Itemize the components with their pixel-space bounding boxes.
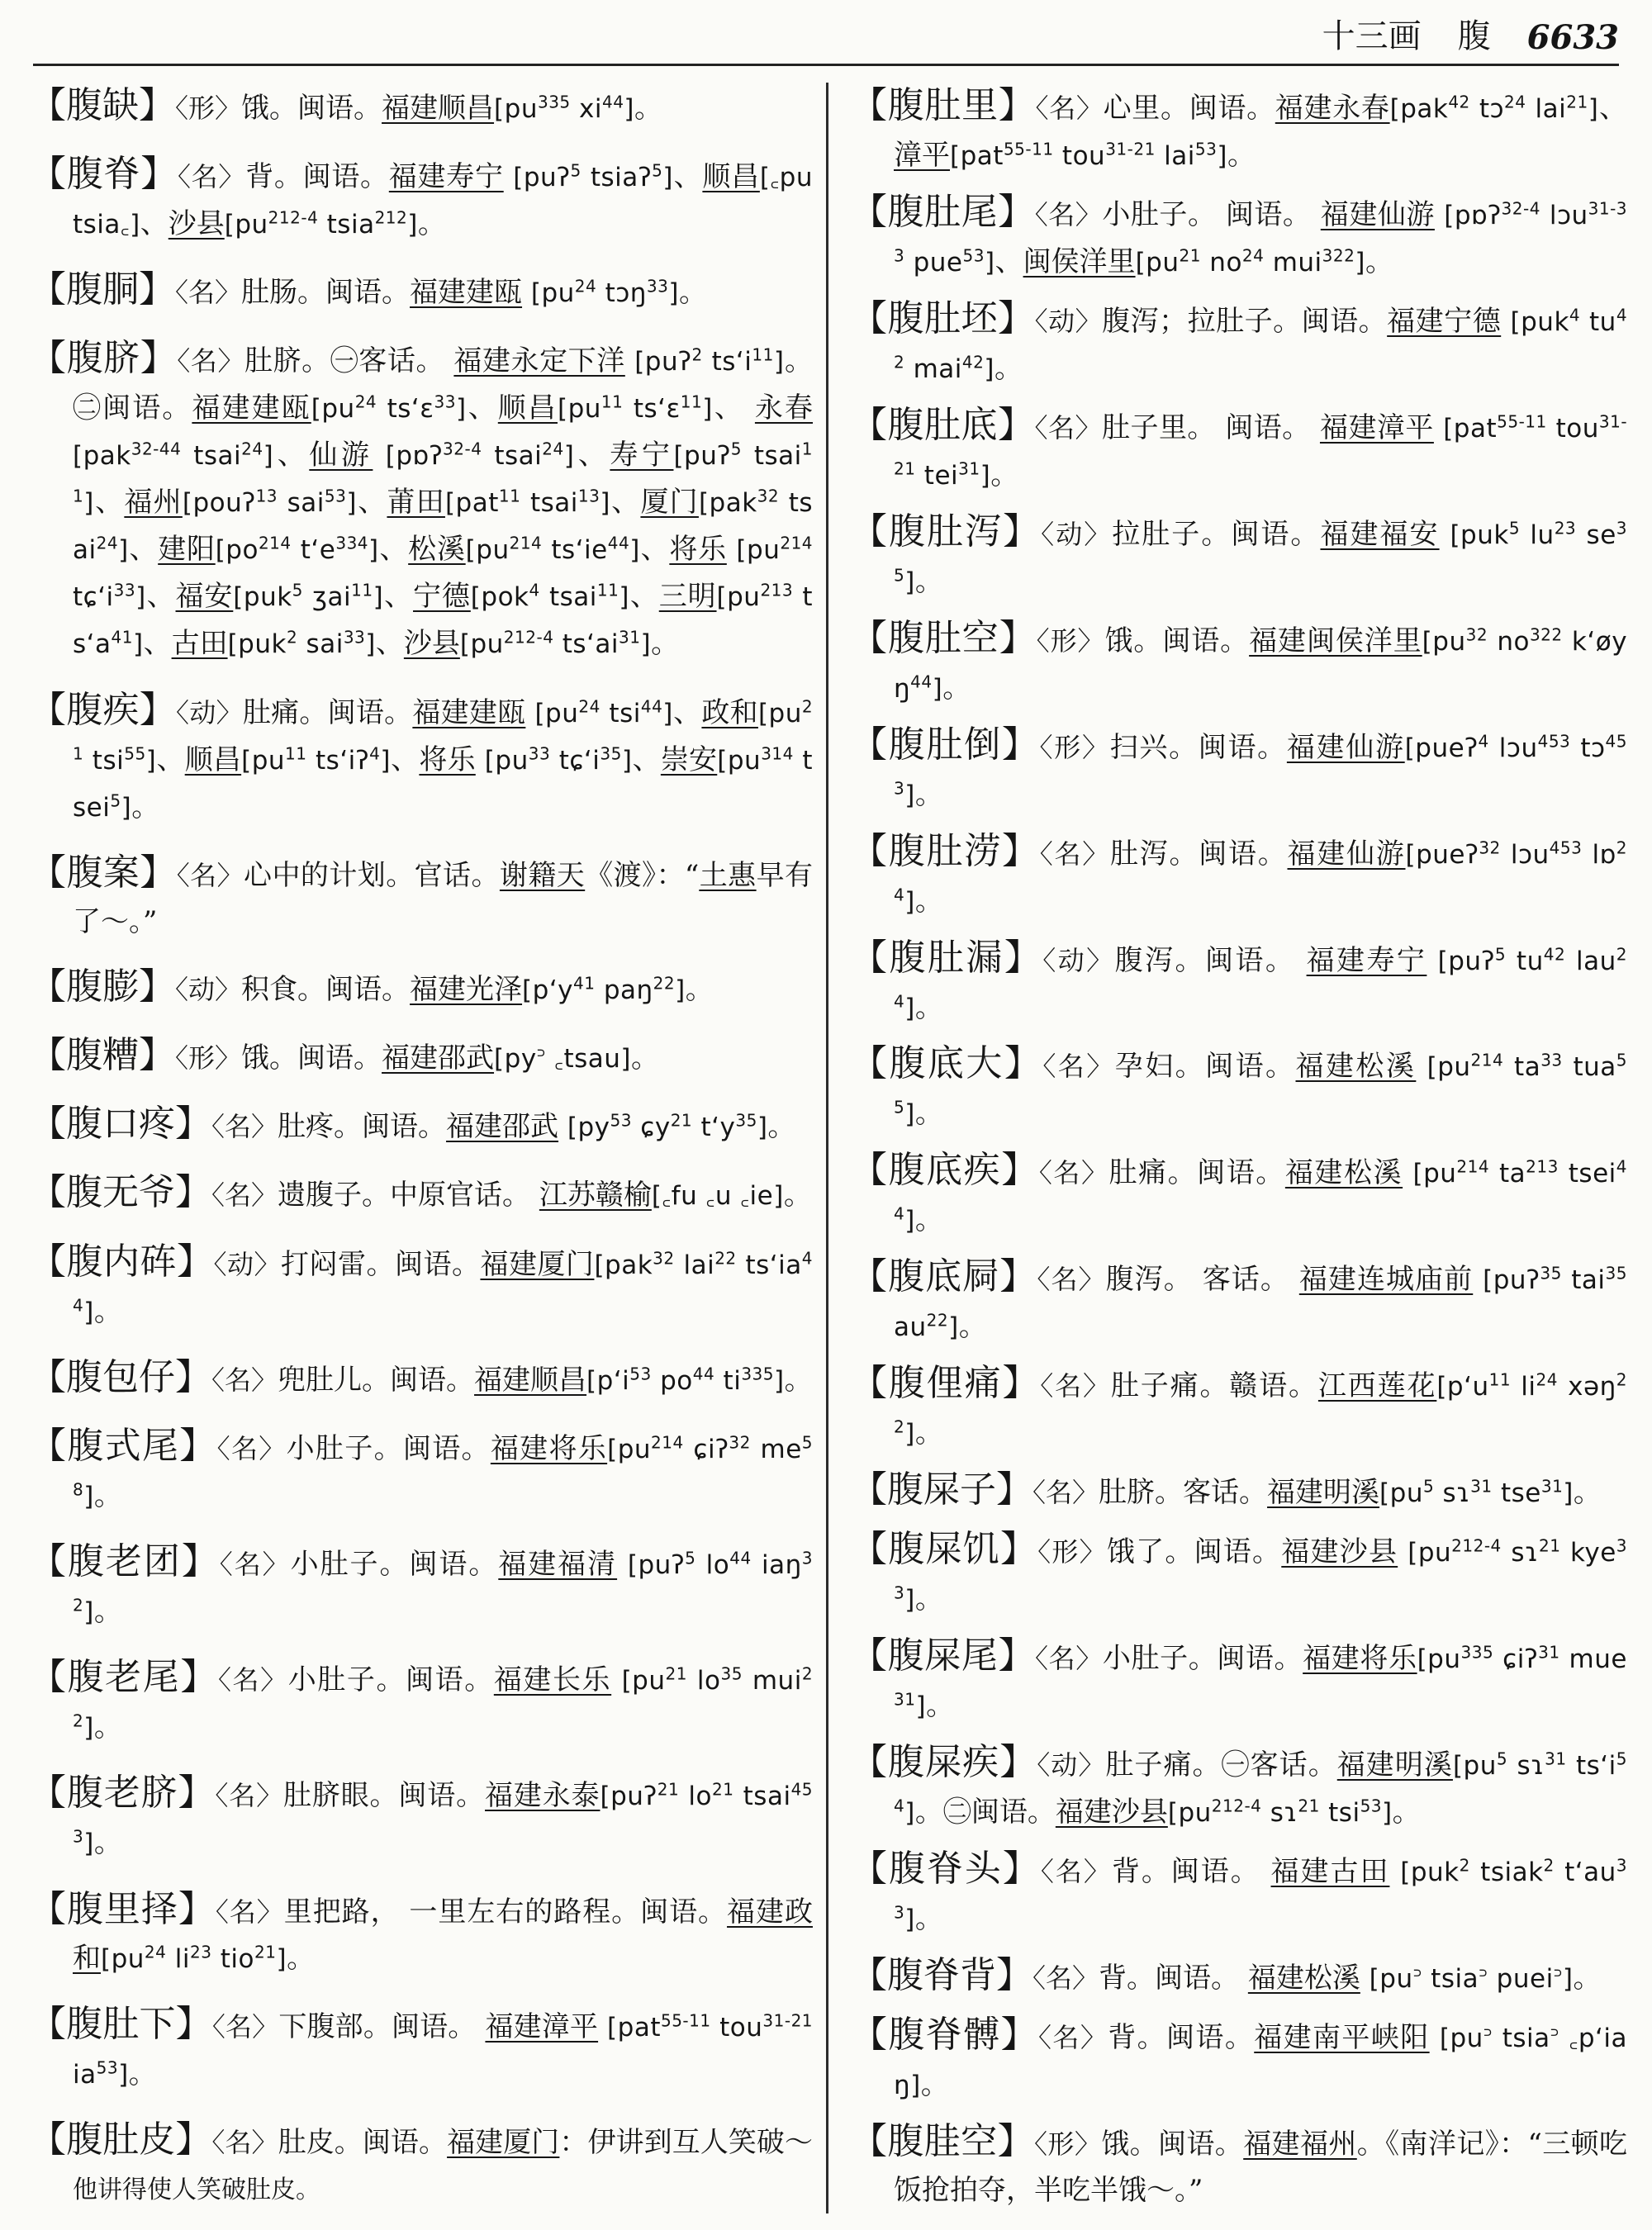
entry-definition: 〈 动 〉 腹泻。闽语。 福建寿宁 [puʔ$^5$ $tu^{42}$ lau$^{24}$]。 xyxy=(894,944,1627,1024)
entry-headword: 【 腹肚皮 】 xyxy=(30,2118,211,2161)
entry-headword: 【 腹缺 】 xyxy=(30,84,175,126)
entry-definition: 〈 名 〉 肚泻。闽语。福建仙游[pueʔ$^{32}$ lɔu$^{453}$ lɒ$^{24}$]。 xyxy=(894,837,1627,918)
entry-definition: 〈 名 〉 肚脐眼。闽语。福建永泰[puʔ$^{21}$ $lo^{21}$ tsai$^{453}$]。 xyxy=(73,1779,813,1859)
entry-headword: 【 腹胴 】 xyxy=(30,268,175,311)
dictionary-entry xyxy=(30,1886,813,1982)
dictionary-entry xyxy=(30,1654,813,1751)
entry-definition: 〈 形 〉 饿。闽语。福建顺昌[$pu^{335}$ $xi^{44}$]。 xyxy=(175,92,662,125)
entry-definition: 〈 动 〉 肚痛。闽语。福建建瓯 [$pu^{24}$ tsi$^{44}$]、政和[$pu^{21}$ tsi$^{55}$]、顺昌[$pu^{11}$ tsʻiʔ$^4$]、将乐 [$pu^{33}$ tɕʻi$^{35}$]、崇安[$pu^{314}$ tsei$^5$]。 xyxy=(73,696,813,823)
dictionary-entry xyxy=(851,189,1627,286)
entry-headword: 【 腹式尾 】 xyxy=(30,1425,217,1467)
entry-definition: 〈 名 〉 肚子里。 闽语。 福建漳平 [pat$^{55-11}$ tou$^{31-21}$ tei$^{31}$]。 xyxy=(894,411,1627,491)
entry-headword: 【 腹肚尾 】 xyxy=(851,191,1035,233)
entry-definition: 〈 形 〉 饿。闽语。福建福州。《南洋记》：“三顿吃饭抢拍夺，半吃半饿～。” xyxy=(894,2128,1627,2207)
dictionary-entry xyxy=(851,1467,1627,1516)
entry-headword: 【 腹肚倒 】 xyxy=(851,724,1040,766)
dictionary-entry xyxy=(851,1526,1627,1623)
entry-headword: 【 腹里择 】 xyxy=(30,1888,216,1930)
entry-definition: 〈 名 〉 背。闽语。 福建松溪 [pu꜄ tsia꜄ puei꜄]。 xyxy=(1032,1962,1602,1995)
dictionary-entry xyxy=(30,2117,813,2213)
entry-definition: 〈 名 〉 孕妇。闽语。福建松溪 [$pu^{214}$ $ta^{33}$ tua$^{55}$]。 xyxy=(894,1050,1627,1130)
dictionary-entry xyxy=(851,722,1627,818)
dictionary-entry xyxy=(851,615,1627,712)
entry-definition: 〈 名 〉 背。闽语。福建南平峡阳 [pu꜄ tsia꜄ ꜀pʻiaŋ]。 xyxy=(894,2021,1627,2101)
dictionary-entry xyxy=(30,1355,813,1404)
entry-headword: 【 腹底大 】 xyxy=(851,1042,1042,1084)
entry-headword: 【 腹底屙 】 xyxy=(851,1255,1037,1298)
entry-definition: 〈 名 〉 遗腹子。中原官话。 江苏赣榆[꜀fu ꜀u ꜀ie]。 xyxy=(211,1179,812,1212)
entry-headword: 【 腹脊 】 xyxy=(30,153,178,195)
entry-headword: 【 腹肚坯 】 xyxy=(851,297,1035,339)
entry-headword: 【 腹肚涝 】 xyxy=(851,830,1040,872)
entry-definition: 〈 名 〉 背。闽语。福建寿宁 [puʔ$^5$ tsiaʔ$^5$]、顺昌[꜀pu tsia꜀]、沙县[$pu^{212-4}$ tsia$^{212}$]。 xyxy=(73,160,813,240)
entry-headword: 【 腹肚下 】 xyxy=(30,2003,212,2045)
dictionary-entry xyxy=(851,828,1627,925)
dictionary-entry xyxy=(851,509,1627,605)
entry-definition: 〈 形 〉 扫兴。闽语。福建仙游[pueʔ$^4$ lɔu$^{453}$ tɔ$^{453}$]。 xyxy=(894,731,1627,811)
dictionary-entry xyxy=(30,1770,813,1867)
entry-headword: 【 腹包仔 】 xyxy=(30,1356,211,1398)
entry-definition: 〈 名 〉 肚疼。闽语。福建邵武 [$py^{53}$ ɕy$^{21}$ tʻy$^{35}$]。 xyxy=(211,1110,795,1143)
right-column xyxy=(851,83,1627,2213)
dictionary-entry xyxy=(30,687,813,831)
entry-headword: 【 腹屎尾 】 xyxy=(851,1635,1035,1677)
dictionary-entry xyxy=(30,1101,813,1151)
entry-definition: 〈 形 〉 饿。闽语。福建闽侯洋里[$pu^{32}$ $no^{322}$ kʻøyŋ$^{44}$]。 xyxy=(894,624,1627,705)
entry-headword: 【 腹脊背 】 xyxy=(851,1954,1032,1996)
entry-headword: 【 腹胿空 】 xyxy=(851,2120,1034,2162)
entry-definition: 〈 名 〉 背。闽语。 福建古田 [puk$^2$ tsiak$^2$ tʻau$^{33}$]。 xyxy=(894,1855,1627,1935)
dictionary-entry xyxy=(30,1539,813,1635)
entry-definition: 〈 名 〉 腹泻。 客话。 福建连城庙前 [puʔ$^{35}$ tai$^{35}$ $au^{22}$]。 xyxy=(894,1263,1627,1343)
dictionary-entry xyxy=(30,1032,813,1082)
entry-definition: 〈 名 〉 小肚子。闽语。福建长乐 [$pu^{21}$ $lo^{35}$ mui$^{22}$]。 xyxy=(73,1663,813,1744)
dictionary-entry xyxy=(851,1147,1627,1244)
dictionary-entry xyxy=(851,1041,1627,1137)
dictionary-entry xyxy=(30,1423,813,1520)
entry-headword: 【 腹膨 】 xyxy=(30,966,175,1008)
dictionary-entry xyxy=(851,2012,1627,2109)
entry-definition: 〈 名 〉 肚皮。闽语。福建厦门：伊讲到互人笑破～他讲得使人笑破肚皮。 xyxy=(73,2126,813,2205)
left-column xyxy=(30,83,813,2213)
dictionary-entry xyxy=(851,1360,1627,1457)
entry-headword: 【 腹口疼 】 xyxy=(30,1103,211,1145)
dictionary-entry xyxy=(30,83,813,132)
entry-definition: 〈 形 〉 饿了。闽语。福建沙县 [$pu^{212-4}$ sɿ$^{21}$ kye$^{33}$]。 xyxy=(894,1535,1627,1616)
entry-definition: 〈 名 〉 小肚子。 闽语。 福建仙游 [pɒʔ$^{32-4}$ lɔu$^{31-33}$ pue$^{53}$]、闽侯洋里[$pu^{21}$ $no^{24}$ mui$^{322}$]。 xyxy=(894,198,1627,278)
dictionary-entry xyxy=(851,935,1627,1032)
entry-headword: 【 腹肚空 】 xyxy=(851,617,1037,659)
entry-headword: 【 腹肚底 】 xyxy=(851,404,1034,446)
entry-definition: 〈 名 〉 心里。闽语。福建永春[pak$^{42}$ tɔ$^{24}$ lai$^{21}$]、漳平[pat$^{55-11}$ tou$^{31-21}$ lai$^{53}$]。 xyxy=(894,92,1627,172)
entry-definition: 〈 名 〉 小肚子。闽语。福建将乐[$pu^{335}$ ɕiʔ$^{31}$ mue$^{31}$]。 xyxy=(894,1642,1627,1722)
entry-definition: 〈 动 〉 拉肚子。闽语。福建福安 [puk$^5$ $lu^{23}$ $se^{35}$]。 xyxy=(894,518,1627,598)
entry-headword: 【 腹老团 】 xyxy=(30,1540,220,1582)
entry-definition: 〈 名 〉 肚子痛。赣语。江西莲花[pʻu$^{11}$ $li^{24}$ xəŋ$^{22}$]。 xyxy=(894,1369,1627,1450)
entry-headword: 【 腹案 】 xyxy=(30,852,177,894)
dictionary-entry xyxy=(30,2001,813,2098)
dictionary-entry xyxy=(851,83,1627,179)
dictionary-entry xyxy=(851,1846,1627,1943)
dictionary-entry xyxy=(30,335,813,667)
dictionary-entry xyxy=(30,964,813,1013)
page-number: 6633 xyxy=(1526,18,1619,57)
entry-definition: 〈 名 〉 里把路， 一里左右的路程。闽语。福建政和[$pu^{24}$ $li^{23}$ tio$^{21}$]。 xyxy=(73,1896,813,1975)
header-section: 十三画 xyxy=(1322,17,1422,55)
entry-headword: 【 腹老尾 】 xyxy=(30,1656,218,1698)
entry-headword: 【 腹肚泻 】 xyxy=(851,510,1041,553)
dictionary-entry xyxy=(30,151,813,248)
dictionary-entry xyxy=(30,267,813,316)
entry-headword: 【 腹俚痛 】 xyxy=(851,1362,1040,1404)
entry-definition: 〈 名 〉 肚肠。闽语。福建建瓯 [$pu^{24}$ tɔŋ$^{33}$]。 xyxy=(175,276,707,309)
entry-headword: 【 腹屎子 】 xyxy=(851,1468,1032,1511)
entry-definition: 〈 名 〉 下腹部。闽语。 福建漳平 [pat$^{55-11}$ tou$^{31-21}$ $ia^{53}$]。 xyxy=(73,2010,813,2090)
dictionary-entry xyxy=(851,1633,1627,1729)
entry-definition: 〈 动 〉 积食。闽语。福建光泽[pʻy$^{41}$ paŋ$^{22}$]。 xyxy=(175,973,714,1006)
dictionary-entry xyxy=(30,1170,813,1219)
dictionary-entry xyxy=(851,402,1627,499)
entry-headword: 【 腹脊头 】 xyxy=(851,1848,1041,1890)
running-header xyxy=(33,18,1619,66)
entry-definition: 〈 名 〉 小肚子。闽语。福建福清 [puʔ$^5$ $lo^{44}$ iaŋ$^{32}$]。 xyxy=(73,1548,813,1628)
dictionary-entry xyxy=(851,2118,1627,2213)
entry-definition: 〈 形 〉 饿。闽语。福建邵武[py꜄ ꜀tsau]。 xyxy=(175,1041,659,1075)
entry-definition: 〈 动 〉 打闷雷。闽语。福建厦门[pak$^{32}$ lai$^{22}$ tsʻia$^{44}$]。 xyxy=(73,1248,813,1328)
dictionary-entry xyxy=(30,850,813,945)
entry-definition: 〈 名 〉 兜肚儿。闽语。福建顺昌[pʻi$^{53}$ $po^{44}$ $ti^{335}$]。 xyxy=(211,1364,813,1397)
entry-definition: 〈 动 〉 腹泻；拉肚子。闽语。福建宁德 [puk$^4$ $tu^{42}$ mai$^{42}$]。 xyxy=(894,305,1627,385)
entry-definition: 〈 动 〉 肚子痛。㊀客话。福建明溪[$pu^5$ sɿ$^{31}$ tsʻi$^{54}$]。㊁闽语。福建沙县[$pu^{212-4}$ sɿ$^{21}$ tsi$^{53}$]。 xyxy=(894,1748,1627,1829)
entry-definition: 〈 名 〉 心中的计划。官话。谢籍天《渡》：“土惠早有了～。” xyxy=(73,859,813,938)
dictionary-entry xyxy=(30,1239,813,1336)
entry-headword: 【 腹老脐 】 xyxy=(30,1772,215,1814)
entry-definition: 〈 名 〉 肚脐。客话。福建明溪[$pu^5$ sɿ$^{31}$ tse$^{31}$]。 xyxy=(1032,1476,1602,1509)
entry-definition: 〈 名 〉 小肚子。闽语。福建将乐[$pu^{214}$ ɕiʔ$^{32}$ $me^{58}$]。 xyxy=(73,1432,813,1512)
entry-headword: 【 腹底疾 】 xyxy=(851,1149,1039,1191)
entry-headword: 【 腹屎饥 】 xyxy=(851,1528,1037,1570)
entry-headword: 【 腹肚里 】 xyxy=(851,84,1036,126)
entry-definition: 〈 名 〉 肚脐。㊀客话。 福建永定下洋 [puʔ$^2$ tsʻi$^{11}$]。㊁闽语。福建建瓯[$pu^{24}$ tsʻɛ$^{33}$]、顺昌[$pu^{11}$ tsʻɛ$^{11}$]、 永春 [pak$^{32-44}$ tsai$^{24}$]、仙游 [pɒʔ$^{32-4}$ tsai$^{24}$]、寿宁[puʔ$^5$ tsai$^{11}$]、福州[pouʔ$^{13}$ sai$^{53}$]、莆田[pat$^{11}$ tsai$^{13}$]、厦门[pak$^{32}$ tsai$^{24}$]、建阳[$po^{214}$ tʻe$^{334}$]、松溪[$pu^{214}$ tsʻie$^{44}$]、将乐 [$pu^{214}$ tɕʻi$^{33}$]、福安[puk$^5$ ʒai$^{11}$]、宁德[pok$^4$ tsai$^{11}$]、三明[$pu^{213}$ tsʻa$^{41}$]、古田[puk$^2$ sai$^{33}$]、沙县[$pu^{212-4}$ tsʻai$^{31}$]。 xyxy=(73,344,813,660)
header-char: 腹 xyxy=(1457,17,1491,55)
entry-headword: 【 腹脐 】 xyxy=(30,337,177,379)
dictionary-entry xyxy=(851,1952,1627,2002)
dictionary-entry xyxy=(851,1739,1627,1836)
entry-headword: 【 腹糟 】 xyxy=(30,1034,175,1076)
entry-definition: 〈 名 〉 肚痛。闽语。福建松溪 [$pu^{214}$ $ta^{213}$ tsei$^{44}$]。 xyxy=(894,1156,1627,1236)
entry-headword: 【 腹肚漏 】 xyxy=(851,937,1042,979)
entry-headword: 【 腹屎疾 】 xyxy=(851,1741,1037,1783)
dictionary-entry xyxy=(851,1254,1627,1350)
dictionary-entry xyxy=(851,296,1627,392)
entry-headword: 【 腹无爷 】 xyxy=(30,1171,211,1213)
column-divider xyxy=(826,83,828,2213)
entry-headword: 【 腹疾 】 xyxy=(30,689,176,731)
entry-headword: 【 腹内砗 】 xyxy=(30,1241,213,1283)
entry-headword: 【 腹脊髆 】 xyxy=(851,2014,1038,2056)
